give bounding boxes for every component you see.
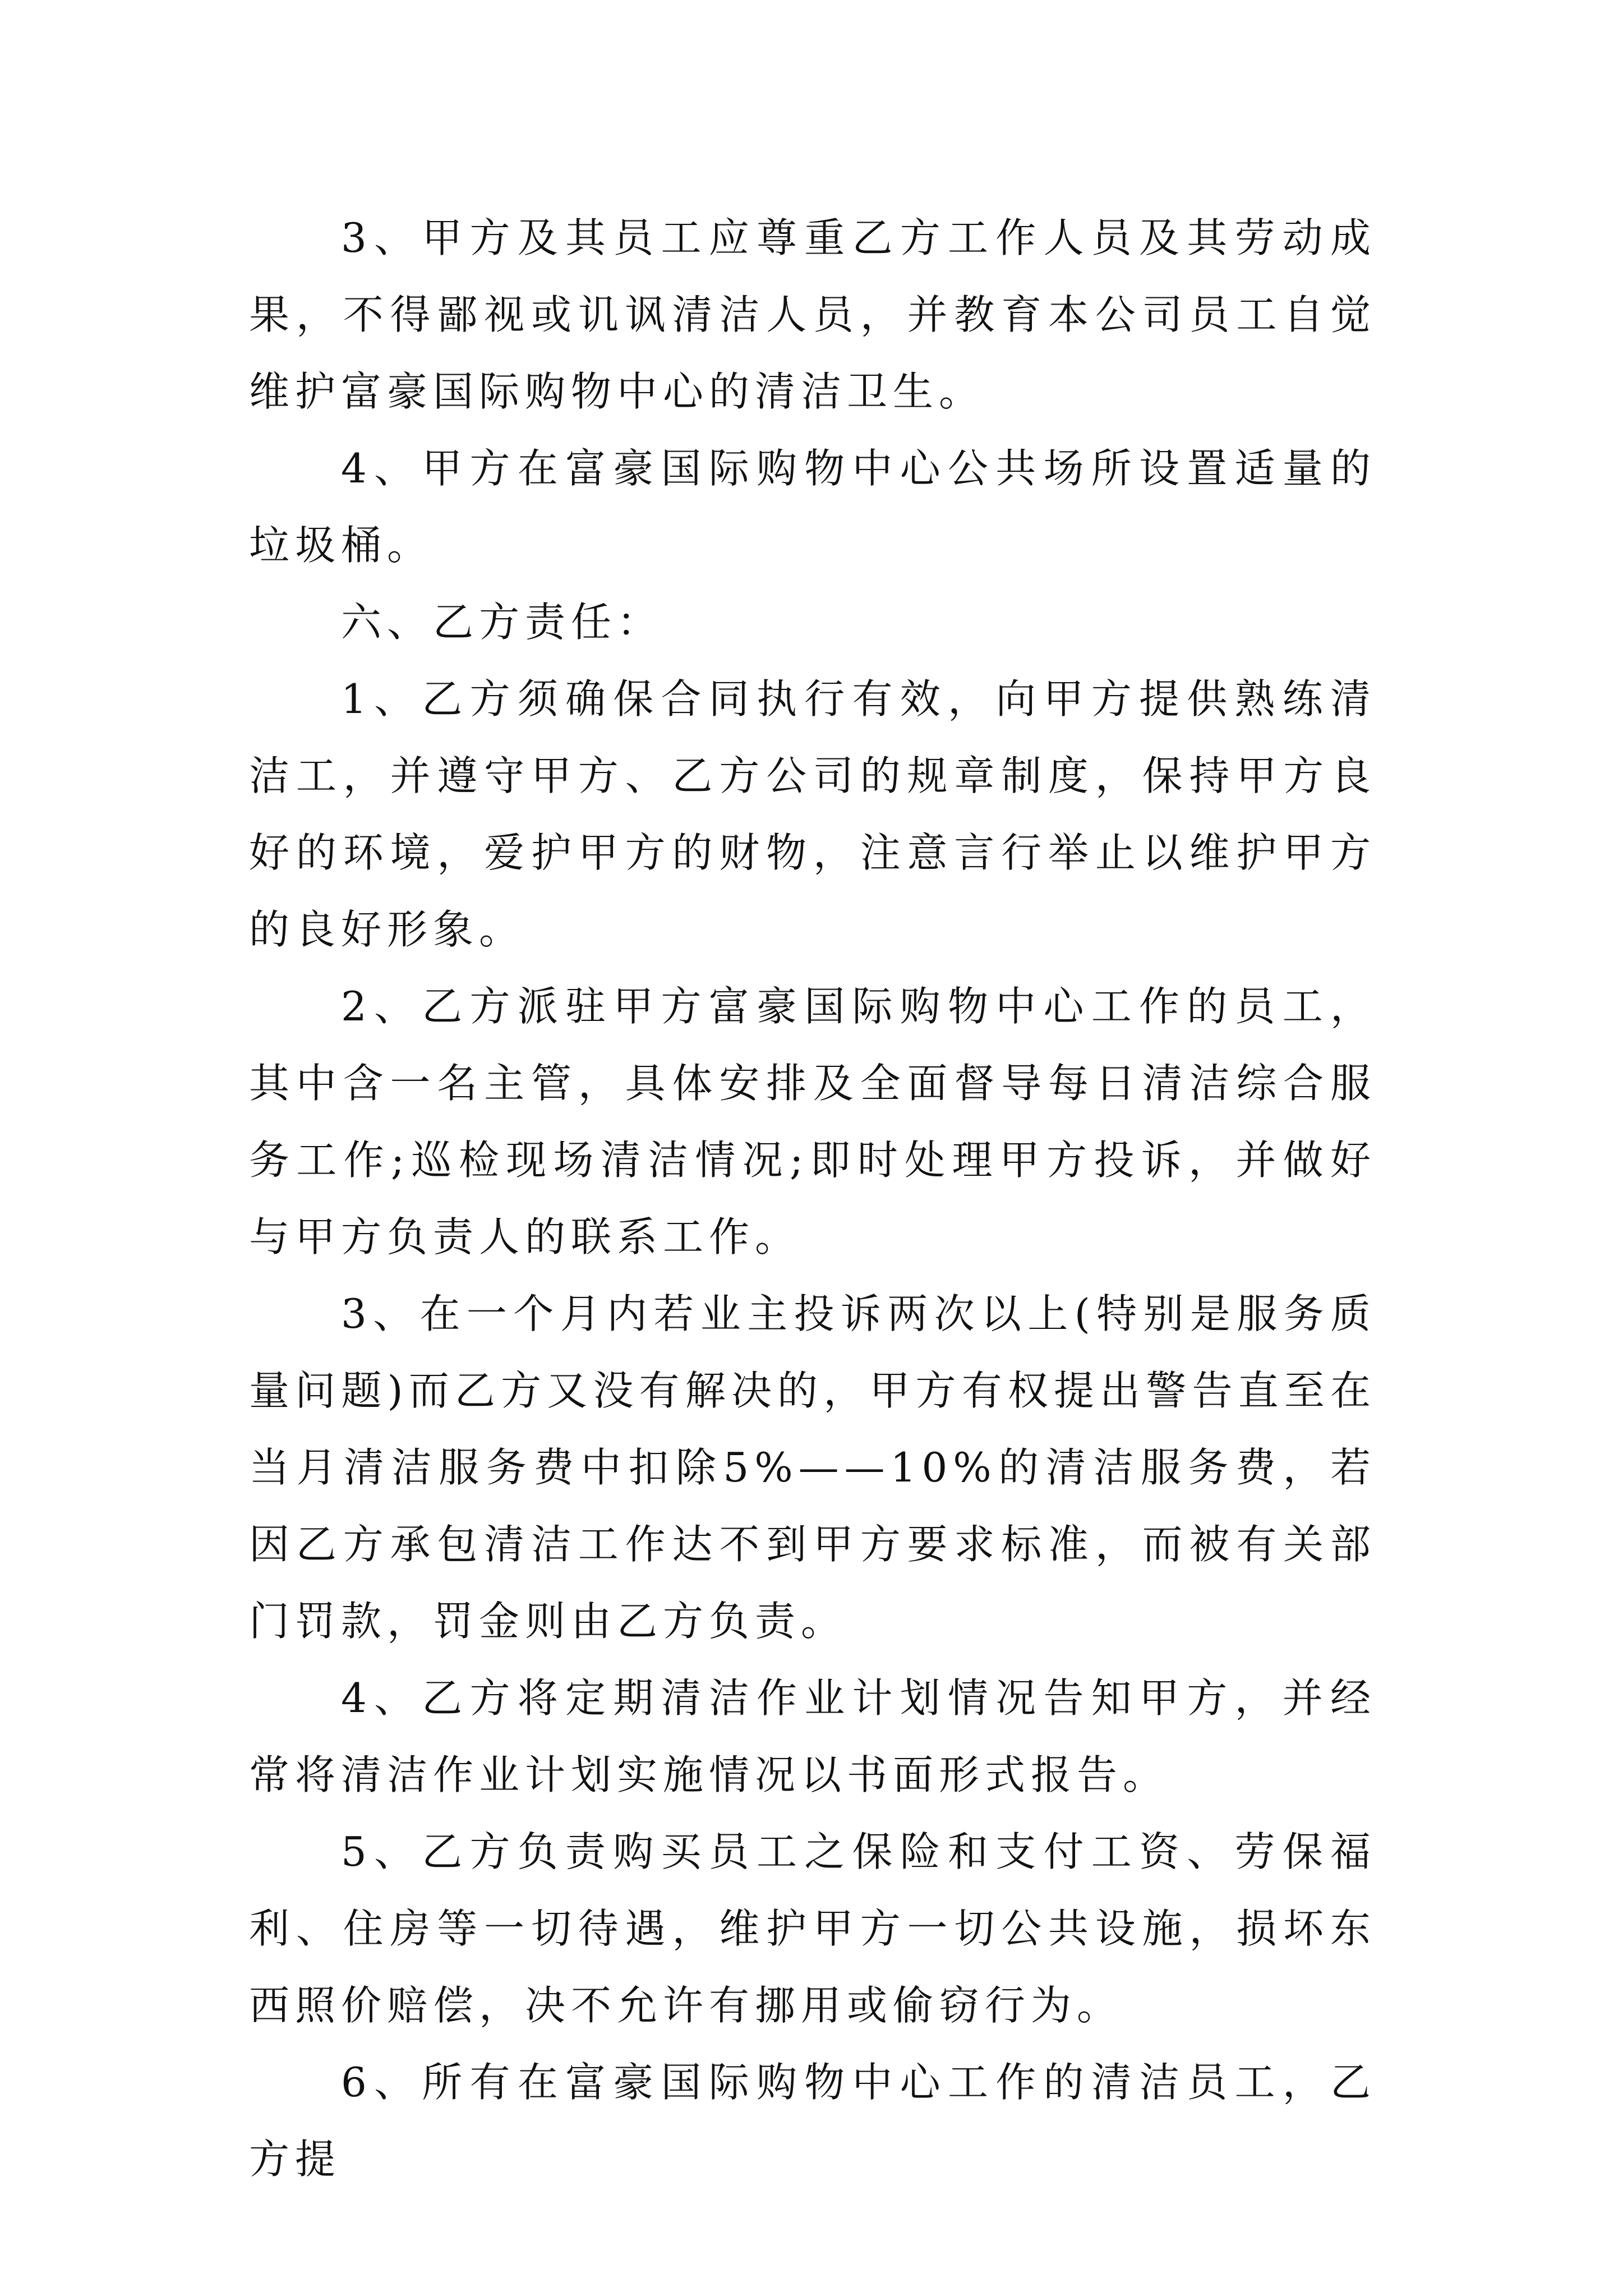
paragraph-party-b-clause-5: 5、乙方负责购买员工之保险和支付工资、劳保福利、住房等一切待遇，维护甲方一切公共设施，损坏东西照价赔偿，决不允许有挪用或偷窃行为。 bbox=[249, 1828, 1376, 2029]
section-heading-party-b-responsibilities: 六、乙方责任： bbox=[341, 599, 663, 646]
paragraph-party-a-clause-4: 4、甲方在富豪国际购物中心公共场所设置适量的垃圾桶。 bbox=[249, 445, 1376, 569]
paragraph-party-b-clause-1: 1、乙方须确保合同执行有效，向甲方提供熟练清洁工，并遵守甲方、乙方公司的规章制度，保持甲方良好的环境，爱护甲方的财物，注意言行举止以维护甲方的良好形象。 bbox=[249, 675, 1376, 953]
paragraph-party-b-clause-4: 4、乙方将定期清洁作业计划情况告知甲方，并经常将清洁作业计划实施情况以书面形式报告。 bbox=[249, 1674, 1376, 1798]
document-body bbox=[249, 200, 1376, 2198]
paragraph-party-b-clause-6: 6、所有在富豪国际购物中心工作的清洁员工，乙方提 bbox=[249, 2059, 1376, 2183]
paragraph-party-b-clause-2: 2、乙方派驻甲方富豪国际购物中心工作的员工，其中含一名主管，具体安排及全面督导每日清洁综合服务工作;巡检现场清洁情况;即时处理甲方投诉，并做好与甲方负责人的联系工作。 bbox=[249, 983, 1376, 1260]
paragraph-party-b-clause-3: 3、在一个月内若业主投诉两次以上(特别是服务质量问题)而乙方又没有解决的，甲方有权提出警告直至在当月清洁服务费中扣除5%——10%的清洁服务费，若因乙方承包清洁工作达不到甲方要求标准，而被有关部门罚款，罚金则由乙方负责。 bbox=[249, 1290, 1376, 1645]
paragraph-party-a-clause-3: 3、甲方及其员工应尊重乙方工作人员及其劳动成果，不得鄙视或讥讽清洁人员，并教育本公司员工自觉维护富豪国际购物中心的清洁卫生。 bbox=[249, 214, 1376, 415]
